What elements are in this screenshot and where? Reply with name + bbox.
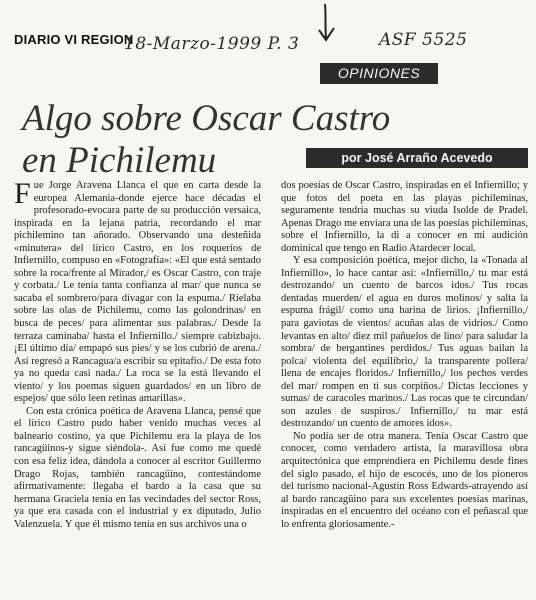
headline-line-2: en Pichilemu [22,140,217,181]
handwritten-arrow-icon [316,2,338,44]
article-byline: por José Arraño Acevedo [306,148,528,168]
paragraph: dos poesías de Oscar Castro, inspiradas en el Infiernillo; y que fotos del poeta en las playas pichileminas, seguramente tendría muchas su viuda Isolde de Pradel. Apenas Drago me enviara una de las poesías pichileminas, sobre el Infiernillo, la di a conocer en mi audición dominical que tengo en Radio Atardecer local. [281,180,528,254]
paragraph: Fue Jorge Aravena Llanca el que en carta desde la europea Alemania-donde ejerce hace décadas el profesorado-evocara parte de su producción versaica, inspirada en la lejana patria, recordando el mar pichilemino tan añorado. Observando una desteñida «minutera» del lírico Castro, en los roqueríos de Infiernillo, compuso en «Fotografía»: «El que está sentado sobre la roca/frente al Mirador,/ es Oscar Castro, con traje y corbata./ Le tenía tanta confianza al mar/ que nunca se sacaba el sombrero/para divagar con la espuma./ Rielaba sobre las olas de Pichilemu, como las golondrinas/ en busca de peces/ para alimentar sus palabras./ Desde la terraza caminaba/ hasta el Infiernillo./ siempre cabizbajo. ¡El último día/ empapó sus pies/ y se los cubrió de arena./ Así regresó a Rancagua/a escribir su epitafio./ De esta foto ya no queda casi nada./ La roca se la está llevando el viento/ y los poemas siguen guardados/ en un libro de espejos/ que sólo leen retinas amarillas». [14,177,261,405]
newspaper-masthead: DIARIO VI REGION [14,32,134,47]
handwritten-code: ASF 5525 [379,30,468,50]
paragraph: No podía ser de otra manera. Tenía Oscar Castro que conocer, como verdadero artista, la maravillosa obra arquitectónica que emprendiera en Pichilemu desde fines del siglo pasado, el hijo de escocés, uno de los pioneros del turismo nacional-Agustín Ross Edwards-atrayendo así al bardo rancagüino para sus excelentes poesías marinas, inspiradas en el encuentro del océano con el peñascal que lo enfrenta gloriosamente.- [281,430,528,530]
drop-cap: F [14,177,31,210]
article-headline [22,98,402,182]
article-column-left [14,177,261,531]
paragraph: Con esta crónica poética de Aravena Llanca, pensé que el lírico Castro pudo haber venido muchas veces al balneario costino, ya que Pichilemu era la playa de los rancagüinos-y sigue siéndola-. Así fue como me quedé con esa feliz idea, dándola a conocer al escritor Guillermo Drago Rojas, también rancagüino, contestándome afirmativamente: llegaba el bardo a la casa que su hermana Graciela tenía en las vecindades del sector Ross, ya que era casada con el industrial y ex diputado, Julio Valenzuela. Y que él mismo tenía en sus archivos una o [14,405,261,530]
handwritten-date: 18-Marzo-1999 P. 3 [124,34,300,54]
paragraph: Y esa composición poética, mejor dicho, la «Tonada al Infiernillo», lo hace cantar así: «Infiernillo,/ tu mar está destrozando/ un cuento de barcos idos./ Tus rocas dentadas muerden/ el agua en duros molinos/ y salta la espuma frágil/ como una harina de lirios. ¡Infiernillo,/ para gaviotas de vientos/ acuñas alas de vidrios./ Como levantas en alto/ diez mil pañuelos de lino/ para saludar la sombra/ de bergantines perdidos./ Tus aguas bailan la polca/ violenta del equilibrio,/ la transparente pollera/ llena de encajes floridos./ Infiernillo,/ los pechos verdes del mar/ rompen en ti sus corpiños./ Dictas lecciones y sumas/ de caracoles marinos./ Las rocas que te circundan/ son azules de suspiros./ Infiernillo,/ tu mar está destrozando/ un cuento de amores idos». [281,255,528,430]
article-column-right [281,180,528,531]
headline-line-1: Algo sobre Oscar Castro [22,98,391,139]
section-label: OPINIONES [320,63,438,84]
